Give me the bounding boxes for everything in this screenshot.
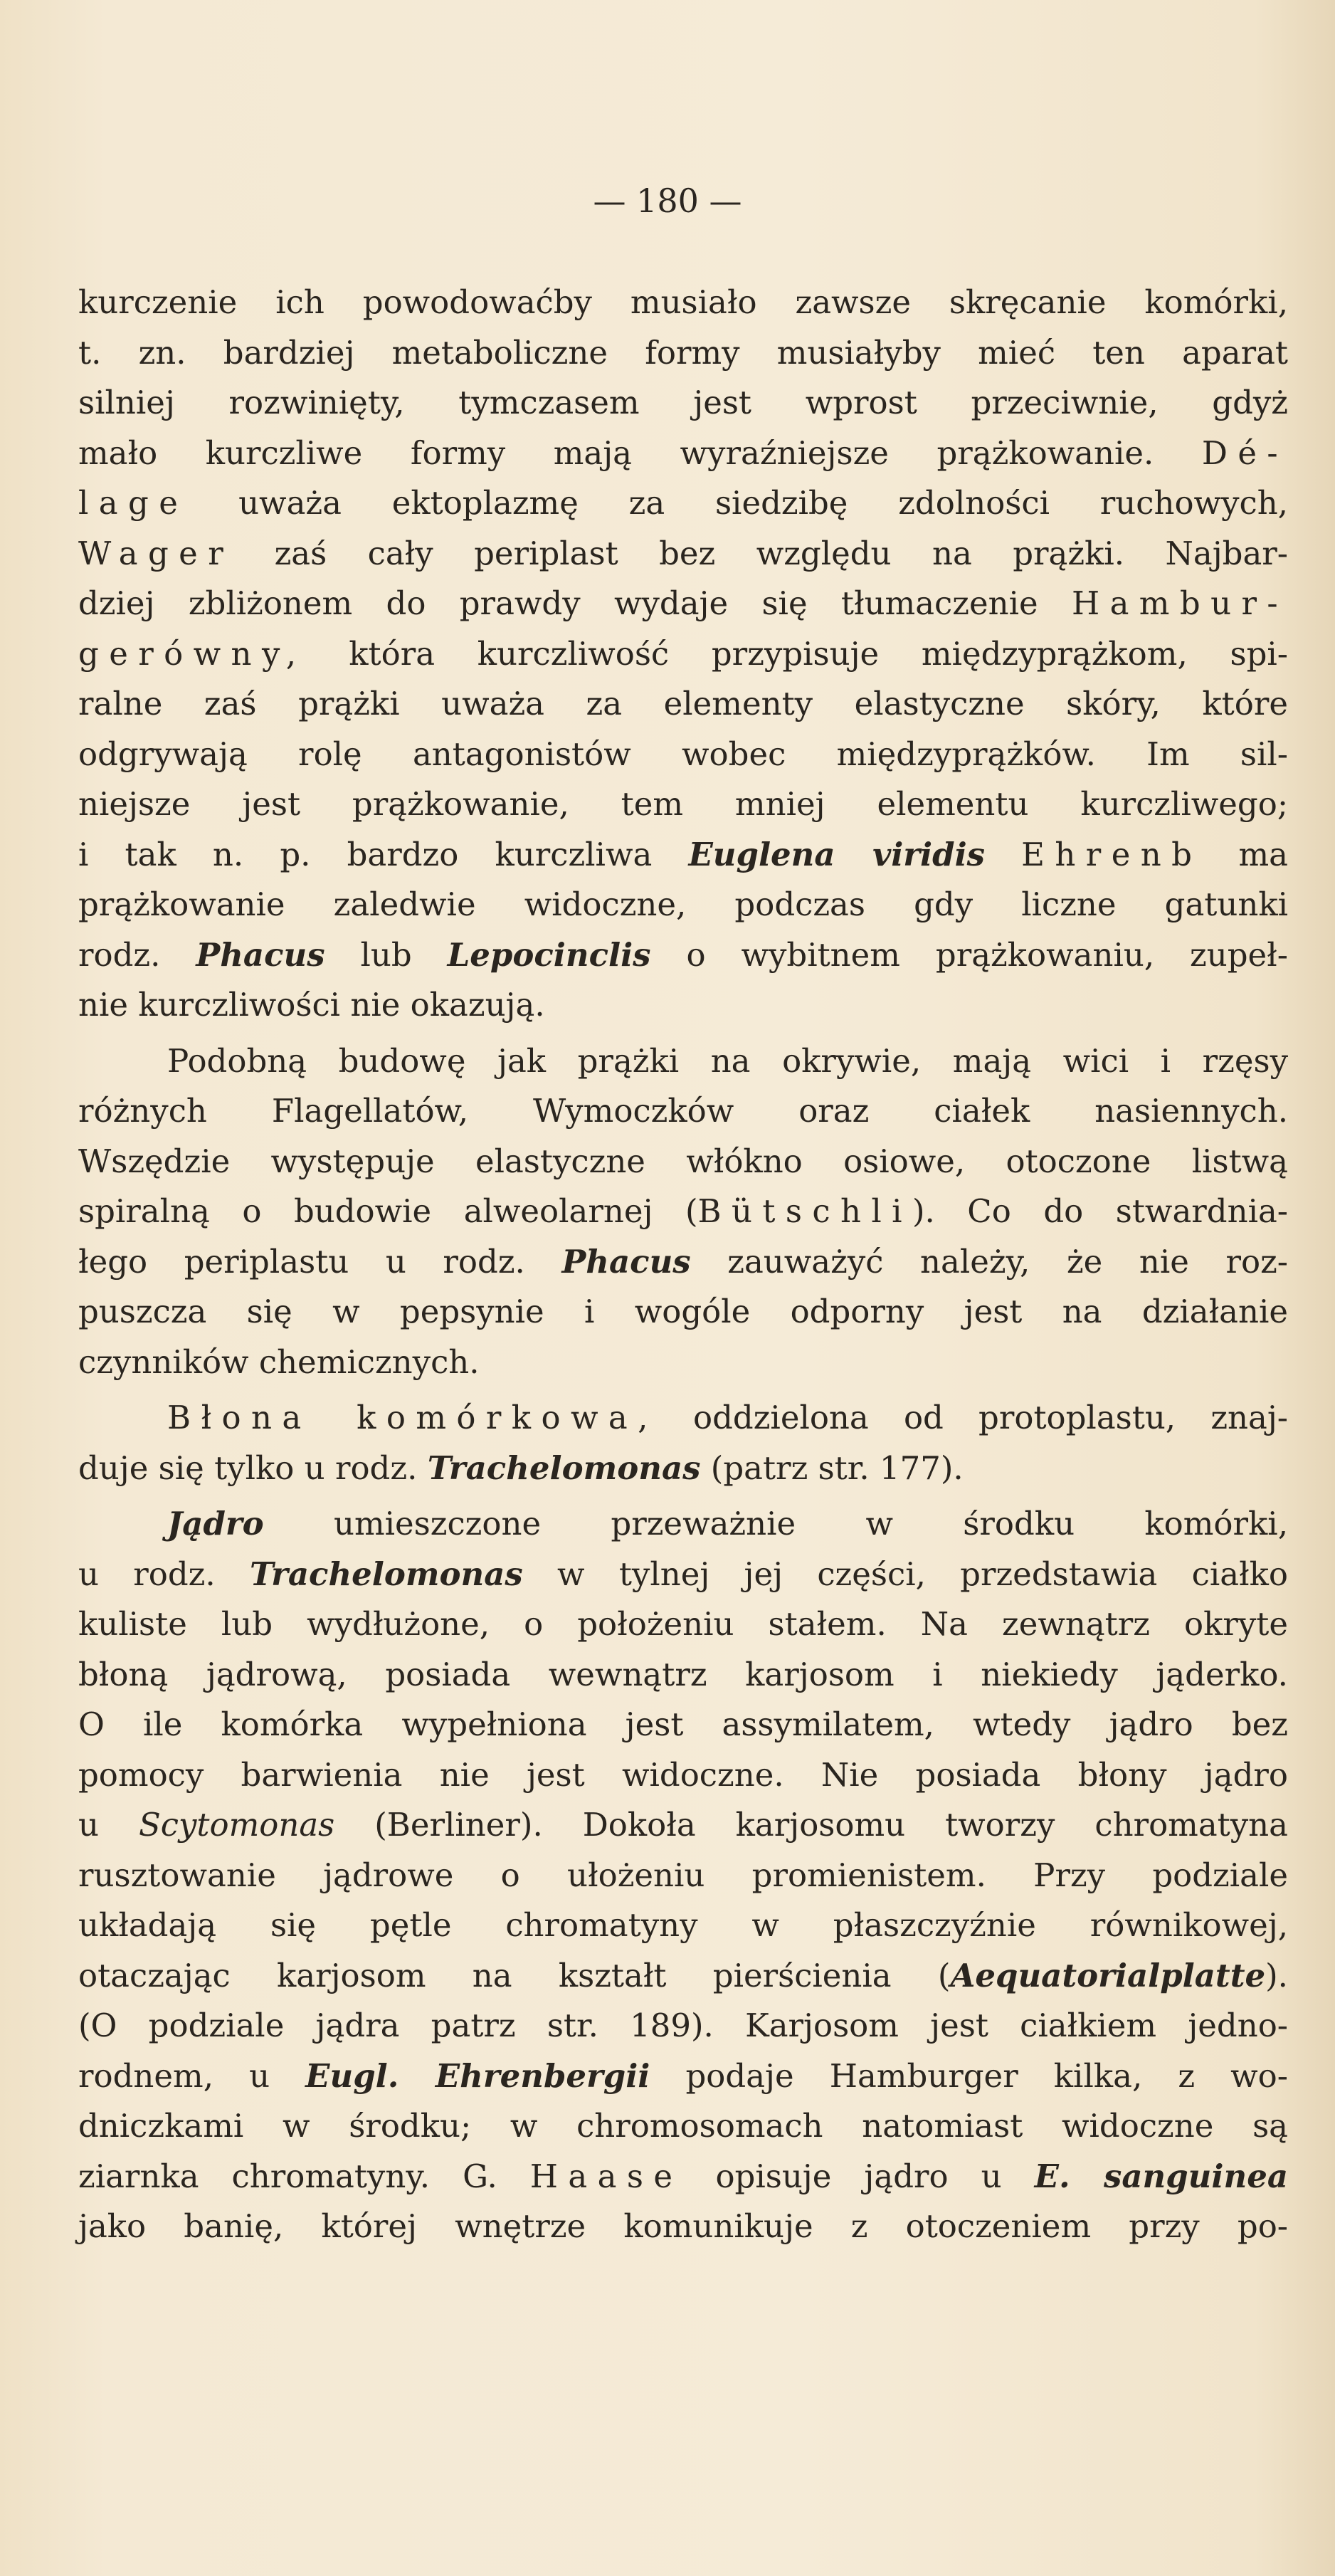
paragraph-3 — [78, 1393, 1288, 1493]
text-run: mało kurczliwe formy mają wyraźniejsze prążkowanie. — [78, 433, 1154, 472]
text-run: spiralną o budowie alweolarnej ( — [78, 1192, 698, 1230]
text-line: prążkowanie zaledwie widoczne, podczas gdy liczne gatunki — [78, 885, 1288, 923]
text-line: czynników chemicznych. — [78, 1342, 480, 1381]
text-line — [78, 478, 1288, 529]
text-line: różnych Flagellatów, Wymoczków oraz ciałek nasiennych. — [78, 1092, 1288, 1130]
text-line — [78, 529, 1288, 579]
text-run: rodz. — [78, 935, 161, 974]
genus-name: Scytomonas — [138, 1806, 335, 1844]
text-line — [78, 579, 1288, 629]
species-name: Euglena viridis — [688, 835, 986, 873]
paragraph-2 — [78, 1036, 1288, 1388]
text-line: rusztowanie jądrowe o ułożeniu promienistem. Przy podziale — [78, 1856, 1288, 1894]
text-run: dziej zbliżonem do prawdy wydaje się tłumaczenie — [78, 584, 1038, 622]
text-line: odgrywają rolę antagonistów wobec międzyprążków. Im sil- — [78, 735, 1288, 773]
text-run: u rodz. — [78, 1555, 216, 1593]
author-name: Ehrenb — [1021, 835, 1203, 873]
text-line: ralne zaś prążki uważa za elementy elastyczne skóry, które — [78, 685, 1288, 722]
text-line: (O podziale jądra patrz str. 189). Karjosom jest ciałkiem jedno- — [78, 2007, 1288, 2044]
text-line — [78, 1951, 1288, 2002]
text-run: ). — [1265, 1956, 1288, 1994]
text-line — [78, 2051, 1288, 2102]
species-name: E. sanguinea — [1034, 2157, 1288, 2195]
species-name: Eugl. Ehrenbergii — [305, 2056, 650, 2095]
text-line — [78, 629, 1288, 680]
foreign-term: Aequatorialplatte — [950, 1956, 1266, 1994]
text-run: duje się tylko u rodz. — [78, 1449, 418, 1487]
author-name: Haase — [529, 2157, 683, 2195]
text-run: ). Co do stwardnia- — [912, 1192, 1289, 1230]
text-run: zaś cały periplast bez względu na prążki. Najbar- — [274, 534, 1288, 572]
text-line — [78, 1187, 1288, 1237]
genus-name: Phacus — [196, 935, 325, 974]
text-run: o wybitnem prążkowaniu, zupeł- — [686, 935, 1288, 974]
text-run: uważa ektoplazmę za siedzibę zdolności ruchowych, — [238, 484, 1288, 522]
text-line — [78, 429, 1288, 479]
text-run: i tak n. p. bardzo kurczliwa — [78, 835, 653, 873]
text-line: nie kurczliwości nie okazują. — [78, 986, 545, 1024]
text-run: zauważyć należy, że nie roz- — [727, 1242, 1288, 1281]
text-run: podaje Hamburger kilka, z wo- — [685, 2056, 1288, 2095]
text-line: kuliste lub wydłużone, o położeniu stałem. Na zewnątrz okryte — [78, 1605, 1288, 1643]
text-line: puszcza się w pepsynie i wogóle odporny jest na działanie — [78, 1293, 1288, 1330]
text-line — [78, 1550, 1288, 1600]
text-line: Podobną budowę jak prążki na okrywie, mają wici i rzęsy — [167, 1041, 1288, 1080]
text-line: dniczkami w środku; w chromosomach natomiast widoczne są — [78, 2107, 1288, 2145]
text-run: opisuje jądro u — [715, 2157, 1002, 2195]
genus-name: Lepocinclis — [447, 935, 651, 974]
text-line — [78, 1800, 1288, 1851]
author-name: Bütschli — [697, 1192, 912, 1230]
genus-name: Phacus — [561, 1242, 691, 1281]
paragraph-1 — [78, 278, 1288, 1031]
text-run: u — [78, 1806, 99, 1844]
genus-name: Trachelomonas — [249, 1555, 523, 1593]
author-name: gerówny, — [78, 634, 307, 673]
text-run: umieszczone przeważnie w środku komórki, — [333, 1505, 1288, 1542]
text-line — [78, 930, 1288, 981]
author-name: Hambur- — [1071, 584, 1288, 622]
section-heading: Jądro — [167, 1505, 264, 1542]
text-run: lub — [360, 935, 412, 974]
text-line: pomocy barwienia nie jest widoczne. Nie posiada błony jądro — [78, 1755, 1288, 1794]
text-run: (patrz str. 177). — [710, 1449, 964, 1487]
genus-name: Trachelomonas — [427, 1449, 701, 1487]
text-line: jako banię, której wnętrze komunikuje z otoczeniem przy po- — [78, 2207, 1288, 2245]
text-line: Wszędzie występuje elastyczne włókno osiowe, otoczone listwą — [78, 1142, 1288, 1180]
text-line: O ile komórka wypełniona jest assymilatem, wtedy jądro bez — [78, 1705, 1288, 1743]
paragraph-4 — [78, 1499, 1288, 2252]
author-name: lage — [78, 484, 189, 522]
text-line — [78, 1393, 1288, 1444]
text-line: układają się pętle chromatyny w płaszczyźnie równikowej, — [78, 1906, 1288, 1944]
text-line — [78, 1237, 1288, 1288]
text-run: (Berliner). Dokoła karjosomu tworzy chromatyna — [374, 1806, 1288, 1844]
text-line: błoną jądrową, posiada wewnątrz karjosom i niekiedy jąderko. — [78, 1655, 1288, 1693]
text-run: w tylnej jej części, przedstawia ciałko — [557, 1555, 1289, 1593]
text-run: otaczając karjosom na kształt pierścienia ( — [78, 1956, 951, 1994]
text-run: oddzielona od protoplastu, znaj- — [693, 1399, 1288, 1436]
body-text — [78, 278, 1288, 2252]
author-name: Dé- — [1201, 433, 1288, 472]
page-number: — 180 — — [593, 182, 742, 220]
text-run: która kurczliwość przypisuje międzyprążkom, spi- — [349, 634, 1288, 673]
text-line: niejsze jest prążkowanie, tem mniej elementu kurczliwego; — [78, 785, 1288, 823]
text-line — [78, 1499, 1288, 1550]
text-line — [78, 1444, 1288, 1494]
author-name: Wager — [78, 534, 234, 572]
text-run: rodnem, u — [78, 2056, 270, 2095]
text-line — [78, 830, 1288, 880]
text-line: t. zn. bardziej metaboliczne formy musiałyby mieć ten aparat — [78, 333, 1288, 372]
term-highlight: Błona komórkowa, — [167, 1399, 658, 1436]
text-run: ma — [1238, 835, 1288, 873]
text-line — [78, 2152, 1288, 2202]
text-run: łego periplastu u rodz. — [78, 1242, 525, 1281]
text-line: silniej rozwinięty, tymczasem jest wprost przeciwnie, gdyż — [78, 384, 1288, 421]
text-line: kurczenie ich powodowaćby musiało zawsze skręcanie komórki, — [78, 283, 1288, 321]
text-run: ziarnka chromatyny. G. — [78, 2157, 497, 2195]
